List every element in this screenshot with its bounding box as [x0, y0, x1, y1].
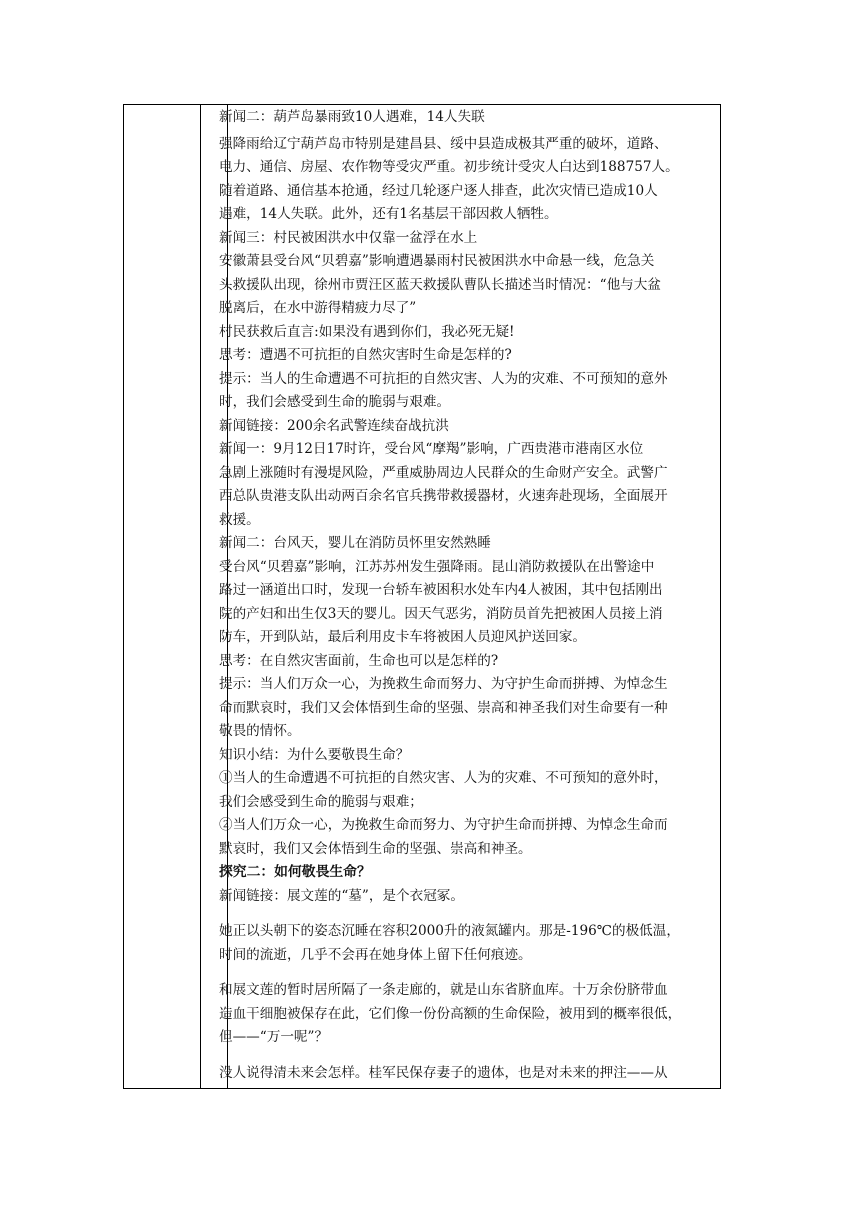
text-line: 村民获救后直言:如果没有遇到你们，我必死无疑!	[219, 323, 515, 340]
lesson-content	[219, 105, 719, 1085]
text-line: 随着道路、通信基本抢通，经过几轮逐户逐人排查，此次灾情已造成10人	[219, 182, 658, 199]
text-line: 路过一涵道出口时，发现一台轿车被困积水处车内4人被困，其中包括刚出	[219, 582, 663, 598]
text-line: 知识小结：为什么要敬畏生命？	[219, 746, 410, 763]
text-line: 命而默哀时，我们又会体悟到生命的坚强、崇高和神圣我们对生命要有一种	[219, 699, 668, 716]
text-line: 头救援队出现，徐州市贾汪区蓝天救援队曹队长描述当时情况：“他与大盆	[219, 276, 661, 293]
text-line: 强降雨给辽宁葫芦岛市特别是建昌县、绥中县造成极其严重的破坏，道路、	[219, 135, 668, 152]
text-line: 她正以头朝下的姿态沉睡在容积2000升的液氮罐内。那是-196℃的极低温，	[219, 923, 680, 939]
text-line: 救援。	[219, 511, 260, 528]
text-line: 急剧上涨随时有漫堤风险，严重威胁周边人民群众的生命财产安全。武警广	[219, 464, 668, 481]
section-heading: 探究二：如何敬畏生命？	[219, 864, 371, 880]
text-line: 时，我们会感受到生命的脆弱与艰难。	[219, 394, 451, 410]
text-line: 我们会感受到生命的脆弱与艰难；	[219, 793, 423, 810]
text-line: 西总队贵港支队出动两百余名官兵携带救援器材，火速奔赴现场，全面展开	[219, 488, 668, 504]
text-line: ②当人们万众一心，为挽救生命而努力、为守护生命而拼搏、为悼念生命而	[219, 817, 668, 833]
text-line: 敬畏的情怀。	[219, 723, 301, 739]
text-line: 新闻一：9月12日17时许，受台风“摩羯”影响，广西贵港市港南区水位	[219, 441, 644, 457]
text-line: 遇难，14人失联。此外，还有1名基层干部因救人牺牲。	[219, 206, 558, 222]
table-column-label	[124, 105, 201, 1088]
text-line: 受台风“贝碧嘉”影响，江苏苏州发生强降雨。昆山消防救援队在出警途中	[219, 558, 655, 575]
text-line: 新闻链接：200余名武警连续奋战抗洪	[219, 417, 449, 434]
text-line: 但——“万一呢”？	[219, 1029, 329, 1045]
text-line: 提示：当人的生命遭遇不可抗拒的自然灾害、人为的灾难、不可预知的意外	[219, 370, 668, 387]
text-line: 脱离后，在水中游得精疲力尽了”	[219, 300, 417, 316]
text-line: 造血干细胞被保存在此，它们像一份份高额的生命保险，被用到的概率很低，	[219, 1005, 682, 1022]
text-line: 思考：在自然灾害面前，生命也可以是怎样的?	[219, 652, 499, 669]
text-line: 没人说得清未来会怎样。桂军民保存妻子的遗体，也是对未来的押注——从	[219, 1064, 668, 1081]
text-line: 新闻三：村民被困洪水中仅靠一盆浮在水上	[219, 229, 478, 246]
text-line: 默哀时，我们又会体悟到生命的坚强、崇高和神圣。	[219, 840, 532, 857]
text-line: 安徽萧县受台风“贝碧嘉”影响遭遇暴雨村民被困洪水中命悬一线，危急关	[219, 253, 655, 269]
text-line: ①当人的生命遭遇不可抗拒的自然灾害、人为的灾难、不可预知的意外时，	[219, 770, 668, 786]
text-line: 新闻链接：展文莲的“墓”，是个衣冠冢。	[219, 887, 464, 904]
text-line: 院的产妇和出生仅3天的婴儿。因天气恶劣，消防员首先把被困人员接上消	[219, 605, 663, 622]
text-line: 新闻二：葫芦岛暴雨致10人遇难，14人失联	[219, 109, 485, 125]
text-line: 电力、通信、房屋、农作物等受灾严重。初步统计受灾人白达到188757人。	[219, 159, 679, 175]
lesson-table	[123, 104, 721, 1089]
text-line: 新闻二：台风天，婴儿在消防员怀里安然熟睡	[219, 535, 491, 551]
text-line: 提示：当人们万众一心，为挽救生命而努力、为守护生命而拼搏、为悼念生	[219, 676, 668, 692]
text-line: 防车，开到队站，最后利用皮卡车将被困人员迎风护送回家。	[219, 629, 587, 645]
text-line: 时间的流逝，几乎不会再在她身体上留下任何痕迹。	[219, 946, 532, 963]
text-line: 和展文莲的暂时居所隔了一条走廊的，就是山东省脐血库。十万余份脐带血	[219, 982, 668, 998]
text-line: 思考：遭遇不可抗拒的自然灾害时生命是怎样的?	[219, 347, 512, 363]
